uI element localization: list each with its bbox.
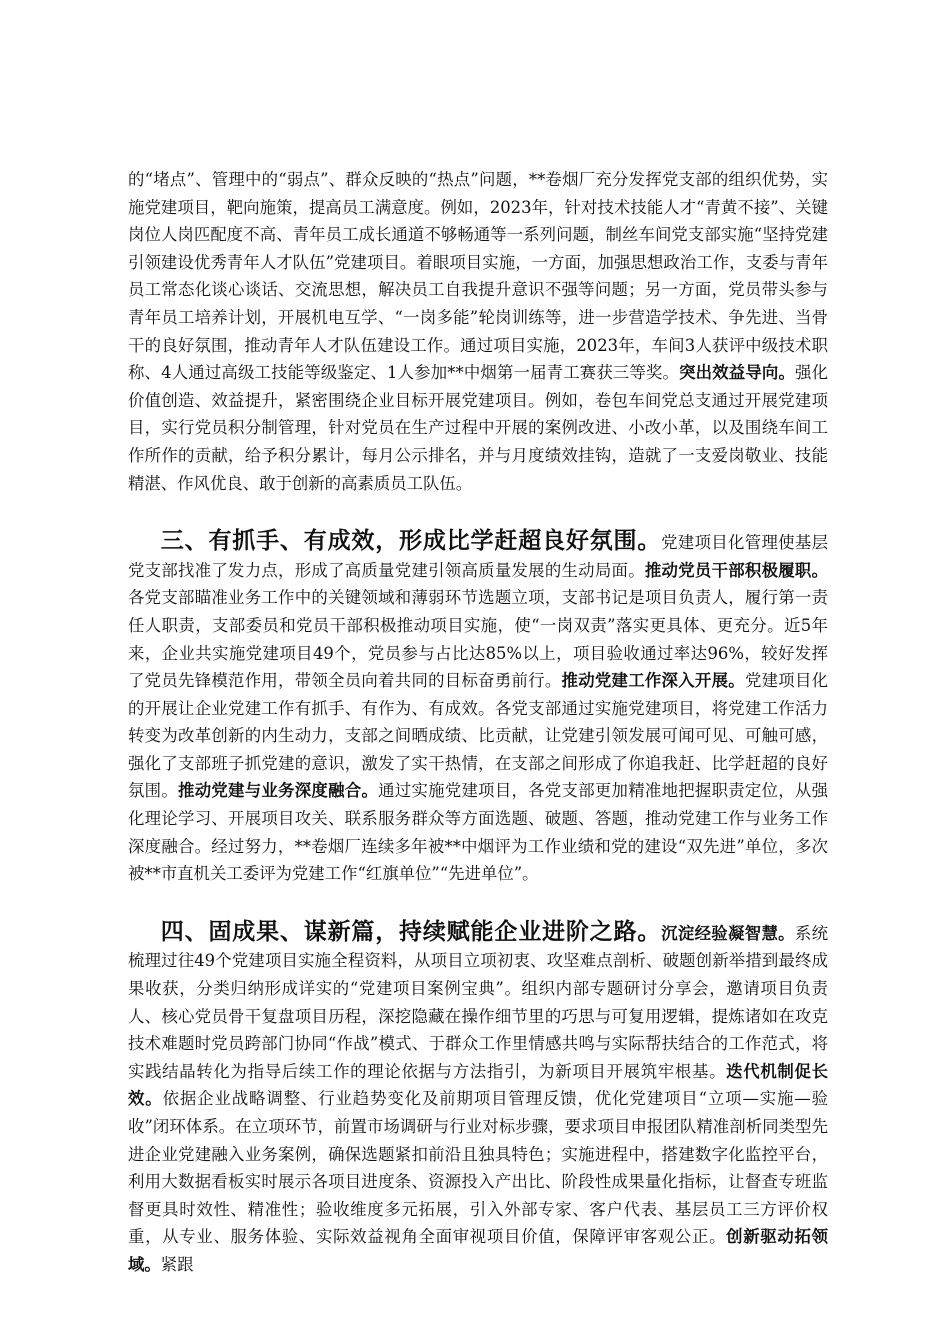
- lead-phrase: 推动党建与业务深度融合。: [178, 781, 379, 801]
- lead-phrase: 推动党员干部积极履职。: [644, 560, 828, 580]
- lead-phrase: 创新驱动拓领域。: [128, 1227, 828, 1274]
- body-text: 系统梳理过往49个党建项目实施全程资料，从项目立项初衷、攻坚难点剖析、破题创新举措到最终成果收获，分类归纳形成详实的“党建项目案例宝典”。组织内部专题研讨分享会，邀请项目负责人、核心党员骨干复盘项目历程，深挖隐藏在操作细节里的巧思与可复用逻辑，提炼诸如在攻克技术难题时党员跨部门协同“作战”模式、于群众工作里情感共鸣与实际帮扶结合的工作范式，将实践结晶转化为指导后续工作的理论依据与方法指引，为新项目开展筑牢根基。: [128, 923, 829, 1081]
- body-text: 依据企业战略调整、行业趋势变化及前期项目管理反馈，优化党建项目“立项—实施—验收”闭环体系。在立项环节，前置市场调研与行业对标步骤，要求项目申报团队精准剖析同类型先进企业党建融入业务案例，确保选题紧扣前沿且独具特色；实施进程中，搭建数字化监控平台，利用大数据看板实时展示各项目进度条、资源投入产出比、阶段性成果量化指标，让督查专班监督更具时效性、精准性；验收维度多元拓展，引入外部专家、客户代表、基层员工三方评价权重，从专业、服务体验、实际效益视角全面审视项目价值，保障评审客观公正。: [128, 1089, 828, 1247]
- section-heading: 三、有抓手、有成效，形成比学赶超良好氛围。: [160, 527, 662, 555]
- body-text: 党建项目化管理使基层党支部找准了发力点，形成了高质量党建引领高质量发展的生动局面。: [128, 533, 829, 580]
- section-heading: 四、固成果、谋新篇，持续赋能企业进阶之路。: [160, 917, 662, 945]
- body-text: 各党支部瞄准业务工作中的关键领域和薄弱环节选题立项，支部书记是项目负责人，履行第一责任人职责，支部委员和党员干部积极推动项目实施，使“一岗双责”落实更具体、更充分。近5年来，企业共实施党建项目49个，党员参与占比达85%以上，项目验收通过率达96%，较好发挥了党员先锋模范作用，带领全员向着共同的目标奋勇前行。: [128, 588, 828, 691]
- section-three-paragraph: [128, 527, 828, 888]
- body-text: 党建项目化的开展让企业党建工作有抓手、有作为、有成效。各党支部通过实施党建项目，将党建工作活力转变为改革创新的内生动力，支部之间晒成绩、比贡献，让党建引领发展可闻可见、可触可感，强化了支部班子抓党建的意识，激发了实干热情，在支部之间形成了你追我赶、比学赶超的良好氛围。: [128, 671, 829, 801]
- document-page: [128, 166, 828, 1279]
- body-text: 紧跟: [160, 1254, 194, 1274]
- body-text: 通过实施党建项目，各党支部更加精准地把握职责定位，从强化理论学习、开展项目攻关、联系服务群众等方面选题、破题、答题，推动党建工作与业务工作深度融合。经过努力，**卷烟厂连续多年被**中烟评为工作业绩和党的建设“双先进”单位，多次被**市直机关工委评为党建工作“红旗单位”“先进单位”。: [128, 781, 829, 884]
- body-text: 强化价值创造、效益提升，紧密围绕企业目标开展党建项目。例如，卷包车间党总支通过开展党建项目，实行党员积分制管理，针对党员在生产过程中开展的案例改进、小改小革，以及围绕车间工作所作的贡献，给予积分累计，每月公示排名，并与月度绩效挂钩，造就了一支爱岗敬业、技能精湛、作风优良、敢于创新的高素质员工队伍。: [128, 363, 828, 493]
- paragraph-continuation: [128, 166, 828, 497]
- lead-phrase: 突出效益导向。: [679, 363, 796, 383]
- lead-phrase: 沉淀经验凝智慧。: [661, 923, 795, 943]
- body-text: 的“堵点”、管理中的“弱点”、群众反映的“热点”问题，**卷烟厂充分发挥党支部的组织优势，实施党建项目，靶向施策，提高员工满意度。例如，2023年，针对技术技能人才“青黄不接”、关键岗位人岗匹配度不高、青年员工成长通道不够畅通等一系列问题，制丝车间党支部实施“坚持党建引领建设优秀青年人才队伍”党建项目。着眼项目实施，一方面，加强思想政治工作，支委与青年员工常态化谈心谈话、交流思想，解决员工自我提升意识不强等问题；另一方面，党员带头参与青年员工培养计划，开展机电互学、“一岗多能”轮岗训练等，进一步营造学技术、争先进、当骨干的良好氛围，推动青年人才队伍建设工作。通过项目实施，2023年，车间3人获评中级技术职称、4人通过高级工技能等级鉴定、1人参加**中烟第一届青工赛获三等奖。: [128, 170, 828, 383]
- lead-phrase: 迭代机制促长效。: [128, 1061, 828, 1109]
- lead-phrase: 推动党建工作深入开展。: [561, 671, 745, 691]
- section-four-paragraph: [128, 918, 828, 1279]
